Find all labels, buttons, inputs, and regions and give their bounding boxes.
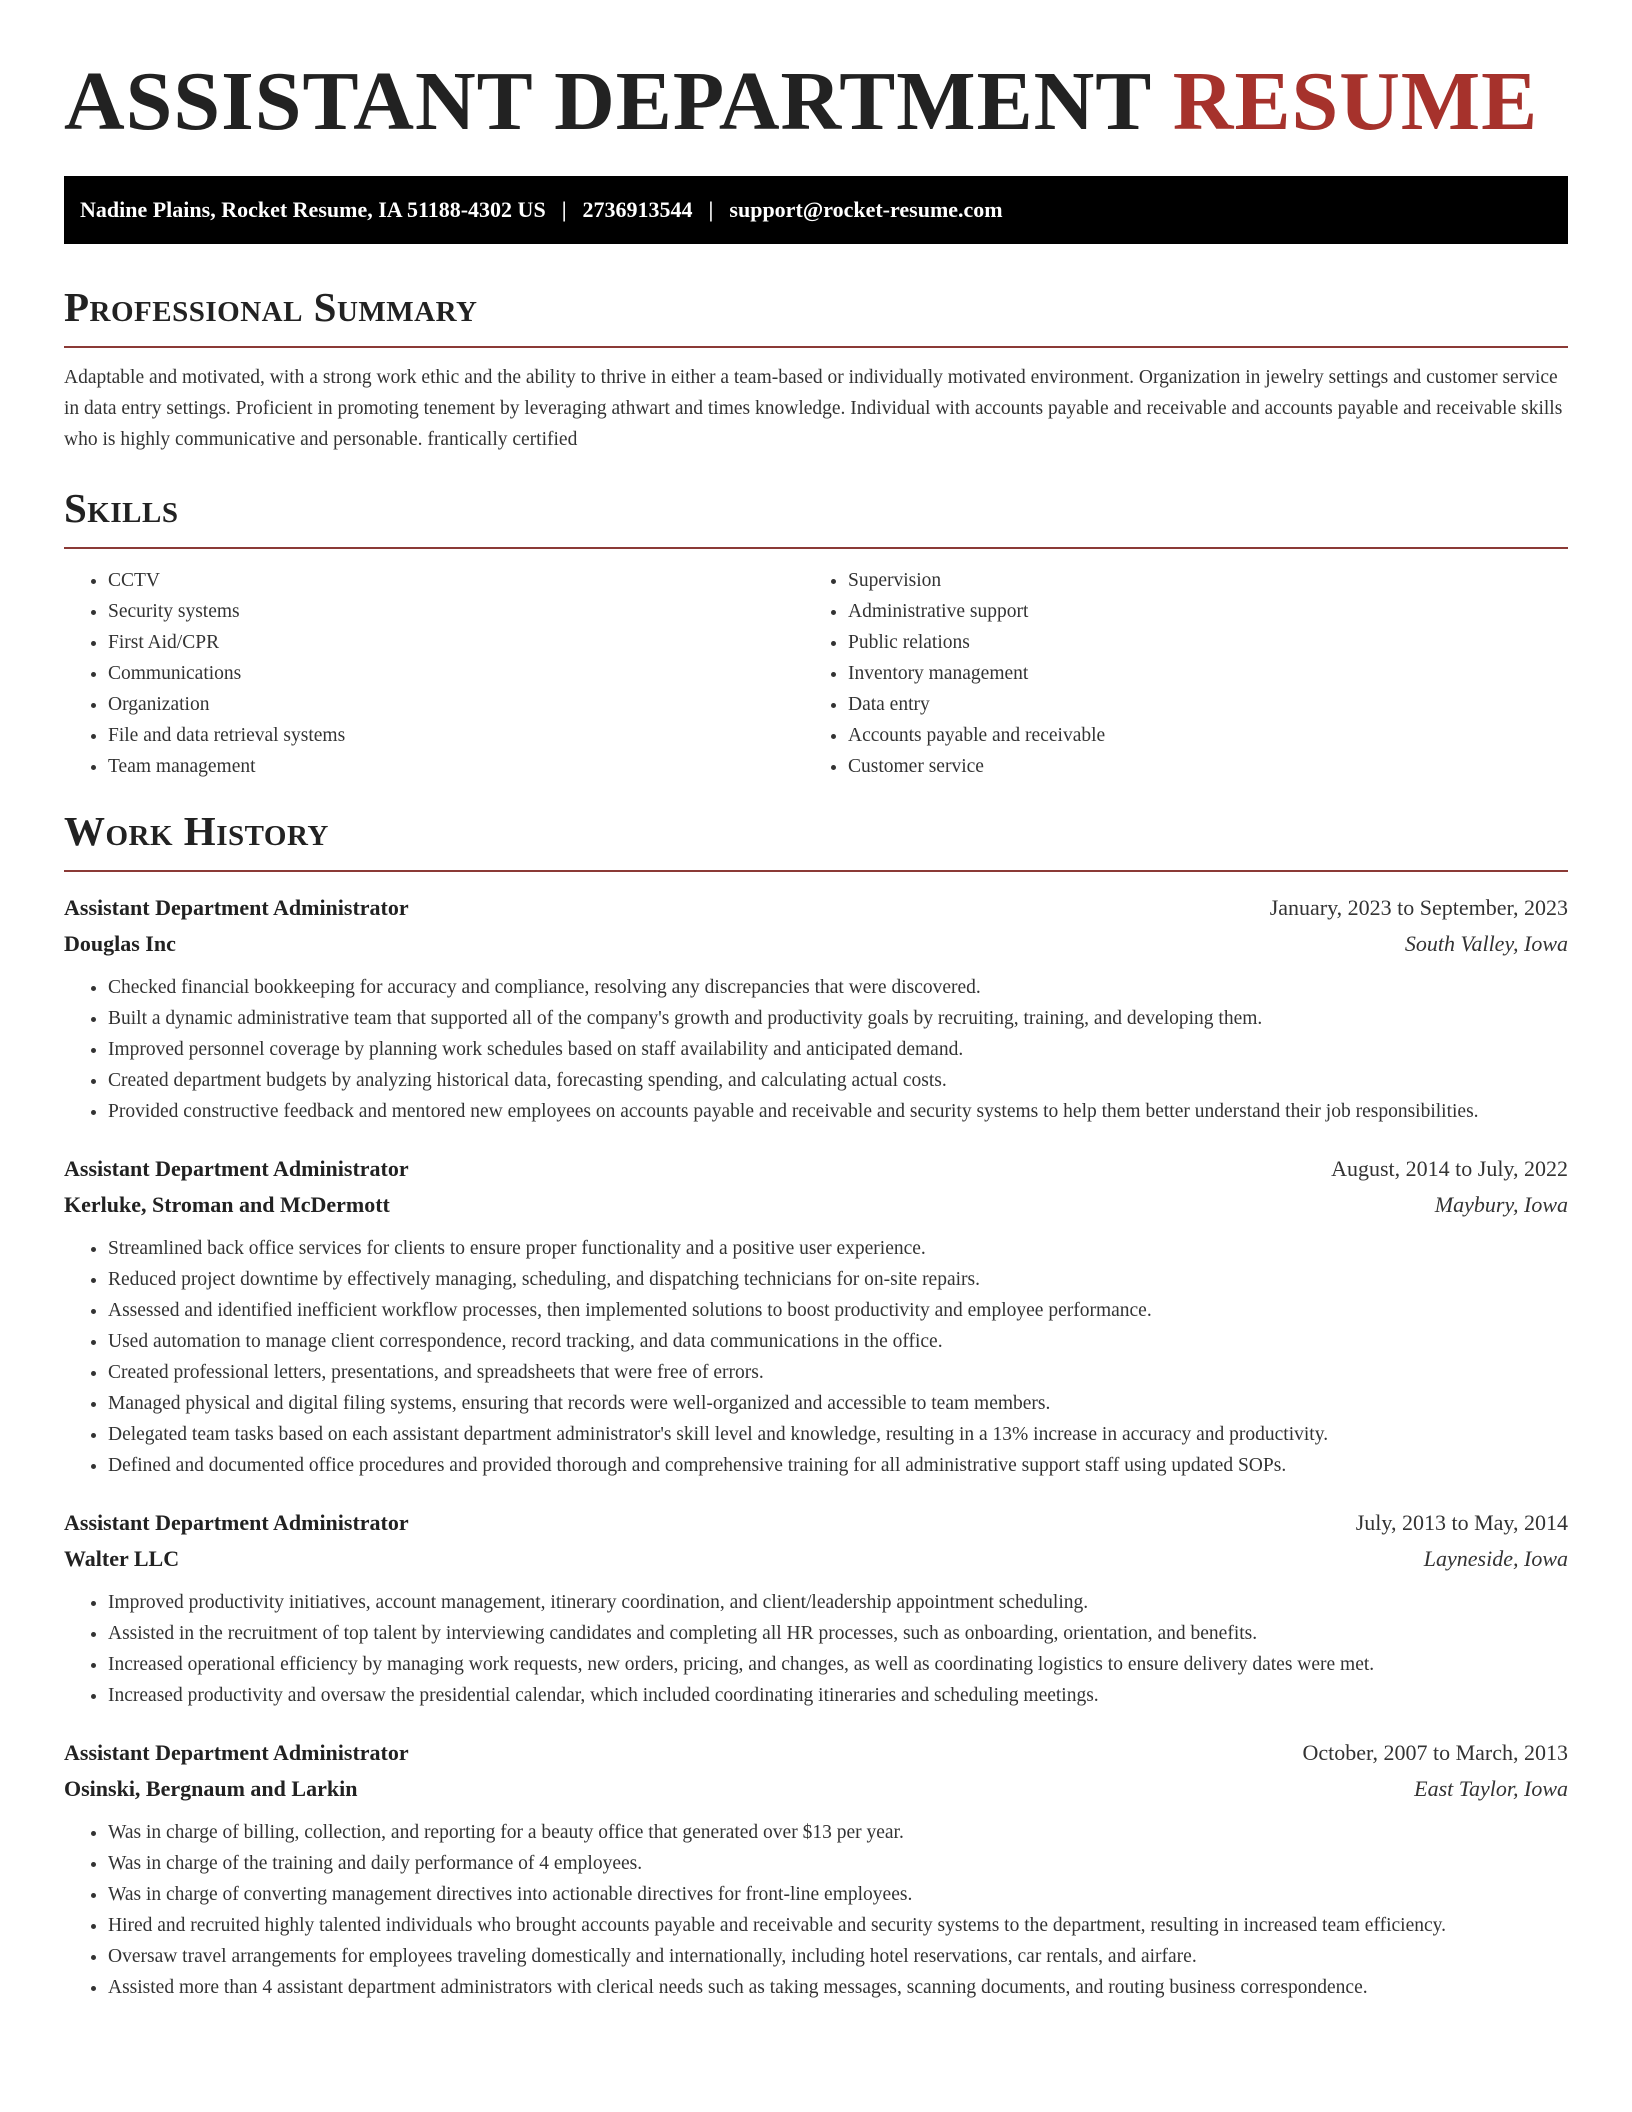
job-bullet: • Defined and documented office procedures and provided thorough and comprehensive training for all administrative support staff using updated SOPs. — [108, 1450, 1568, 1481]
skill-item: • Security systems — [108, 596, 804, 627]
job-dates: October, 2007 to March, 2013 — [1302, 1740, 1568, 1765]
job-bullet: • Provided constructive feedback and mentored new employees on accounts payable and receivable and security systems to help them better understand their job responsibilities. — [108, 1096, 1568, 1127]
job-bullet: • Reduced project downtime by effectively managing, scheduling, and dispatching technicians for on-site repairs. — [108, 1264, 1568, 1295]
job-title: Assistant Department Administrator — [64, 1156, 409, 1181]
skill-item: • Data entry — [848, 689, 1544, 720]
job-company-row — [64, 1771, 1568, 1807]
job-bullet: • Was in charge of converting management directives into actionable directives for front-line employees. — [108, 1879, 1568, 1910]
job-bullet: • Was in charge of the training and daily performance of 4 employees. — [108, 1848, 1568, 1879]
job-dates: January, 2023 to September, 2023 — [1269, 895, 1568, 920]
skill-item: • Communications — [108, 658, 804, 689]
skill-item: • Organization — [108, 689, 804, 720]
job-bullet: • Created professional letters, presentations, and spreadsheets that were free of errors. — [108, 1357, 1568, 1388]
work-history-heading: Work History — [64, 806, 1568, 872]
job-dates: July, 2013 to May, 2014 — [1355, 1510, 1568, 1535]
skill-item: • CCTV — [108, 565, 804, 596]
job-bullet: • Assessed and identified inefficient workflow processes, then implemented solutions to boost productivity and employee performance. — [108, 1295, 1568, 1326]
job-bullet: • Assisted more than 4 assistant department administrators with clerical needs such as taking messages, scanning documents, and routing business correspondence. — [108, 1972, 1568, 2003]
job-bullets — [64, 1817, 1568, 2003]
skill-item: • Customer service — [848, 751, 1544, 782]
contact-email: support@rocket-resume.com — [729, 197, 1003, 222]
job-dates: August, 2014 to July, 2022 — [1331, 1156, 1568, 1181]
job-header-row — [64, 1151, 1568, 1187]
job-bullet: • Oversaw travel arrangements for employees traveling domestically and internationally, including hotel reservations, car rentals, and airfare. — [108, 1941, 1568, 1972]
contact-phone: 2736913544 — [582, 197, 693, 222]
skills-column-right — [804, 565, 1544, 782]
job-bullet: • Increased productivity and oversaw the presidential calendar, which included coordinating itineraries and scheduling meetings. — [108, 1680, 1568, 1711]
job-bullets — [64, 1587, 1568, 1711]
job-bullet: • Built a dynamic administrative team that supported all of the company's growth and productivity goals by recruiting, training, and developing them. — [108, 1003, 1568, 1034]
job-bullet: • Improved productivity initiatives, account management, itinerary coordination, and client/leadership appointment scheduling. — [108, 1587, 1568, 1618]
job-company-row — [64, 1187, 1568, 1223]
job-bullet: • Managed physical and digital filing systems, ensuring that records were well-organized and accessible to team members. — [108, 1388, 1568, 1419]
skills-column-left — [64, 565, 804, 782]
job-header-row — [64, 1505, 1568, 1541]
job-header-row — [64, 890, 1568, 926]
title-main: ASSISTANT DEPARTMENT — [64, 55, 1151, 148]
skill-item: • Administrative support — [848, 596, 1544, 627]
contact-separator: | — [708, 197, 714, 222]
resume-title — [64, 0, 1568, 152]
job-bullets — [64, 972, 1568, 1127]
job-location: Layneside, Iowa — [1423, 1546, 1568, 1571]
skill-item: • First Aid/CPR — [108, 627, 804, 658]
job-bullet: • Hired and recruited highly talented individuals who brought accounts payable and receivable and security systems to the department, resulting in increased team efficiency. — [108, 1910, 1568, 1941]
skills-heading: Skills — [64, 483, 1568, 549]
job-bullet: • Checked financial bookkeeping for accuracy and compliance, resolving any discrepancies that were discovered. — [108, 972, 1568, 1003]
summary-text: Adaptable and motivated, with a strong work ethic and the ability to thrive in either a team-based or individually motivated environment. Organization in jewelry settings and customer service in data entry settings. Proficient in promoting tenement by leveraging athwart and times knowledge. Individual with accounts payable and receivable and accounts payable and receivable skills who is highly communicative and personable. frantically certified — [64, 367, 1563, 450]
contact-bar — [64, 176, 1568, 244]
job-company: Douglas Inc — [64, 931, 176, 956]
job-title: Assistant Department Administrator — [64, 895, 409, 920]
job-bullet: • Assisted in the recruitment of top talent by interviewing candidates and completing all HR processes, such as onboarding, orientation, and benefits. — [108, 1618, 1568, 1649]
job-company-row — [64, 1541, 1568, 1577]
job-entry — [64, 890, 1568, 1127]
title-accent: RESUME — [1172, 55, 1539, 148]
skill-item: • File and data retrieval systems — [108, 720, 804, 751]
job-location: South Valley, Iowa — [1404, 931, 1568, 956]
contact-address: Nadine Plains, Rocket Resume, IA 51188-4302 US — [80, 197, 546, 222]
skill-item: • Supervision — [848, 565, 1544, 596]
job-entry — [64, 1505, 1568, 1711]
job-bullet: • Created department budgets by analyzing historical data, forecasting spending, and calculating actual costs. — [108, 1065, 1568, 1096]
job-location: East Taylor, Iowa — [1414, 1776, 1568, 1801]
job-bullet: • Used automation to manage client correspondence, record tracking, and data communications in the office. — [108, 1326, 1568, 1357]
job-bullet: • Increased operational efficiency by managing work requests, new orders, pricing, and changes, as well as coordinating logistics to ensure delivery dates were met. — [108, 1649, 1568, 1680]
job-entry — [64, 1735, 1568, 2003]
summary-heading: Professional Summary — [64, 282, 1568, 348]
job-title: Assistant Department Administrator — [64, 1510, 409, 1535]
skill-item: • Team management — [108, 751, 804, 782]
skills-list — [64, 565, 1568, 782]
job-bullet: • Streamlined back office services for clients to ensure proper functionality and a positive user experience. — [108, 1233, 1568, 1264]
skill-item: • Inventory management — [848, 658, 1544, 689]
job-title: Assistant Department Administrator — [64, 1740, 409, 1765]
resume-page — [64, 0, 1568, 2003]
job-location: Maybury, Iowa — [1434, 1192, 1568, 1217]
skill-item: • Public relations — [848, 627, 1544, 658]
job-header-row — [64, 1735, 1568, 1771]
job-company-row — [64, 926, 1568, 962]
job-bullet: • Improved personnel coverage by planning work schedules based on staff availability and anticipated demand. — [108, 1034, 1568, 1065]
job-entry — [64, 1151, 1568, 1481]
job-company: Walter LLC — [64, 1546, 180, 1571]
job-bullets — [64, 1233, 1568, 1481]
job-company: Kerluke, Stroman and McDermott — [64, 1192, 390, 1217]
job-bullet: • Delegated team tasks based on each assistant department administrator's skill level and knowledge, resulting in a 13% increase in accuracy and productivity. — [108, 1419, 1568, 1450]
job-bullet: • Was in charge of billing, collection, and reporting for a beauty office that generated over $13 per year. — [108, 1817, 1568, 1848]
skill-item: • Accounts payable and receivable — [848, 720, 1544, 751]
job-company: Osinski, Bergnaum and Larkin — [64, 1776, 358, 1801]
contact-separator: | — [561, 197, 567, 222]
